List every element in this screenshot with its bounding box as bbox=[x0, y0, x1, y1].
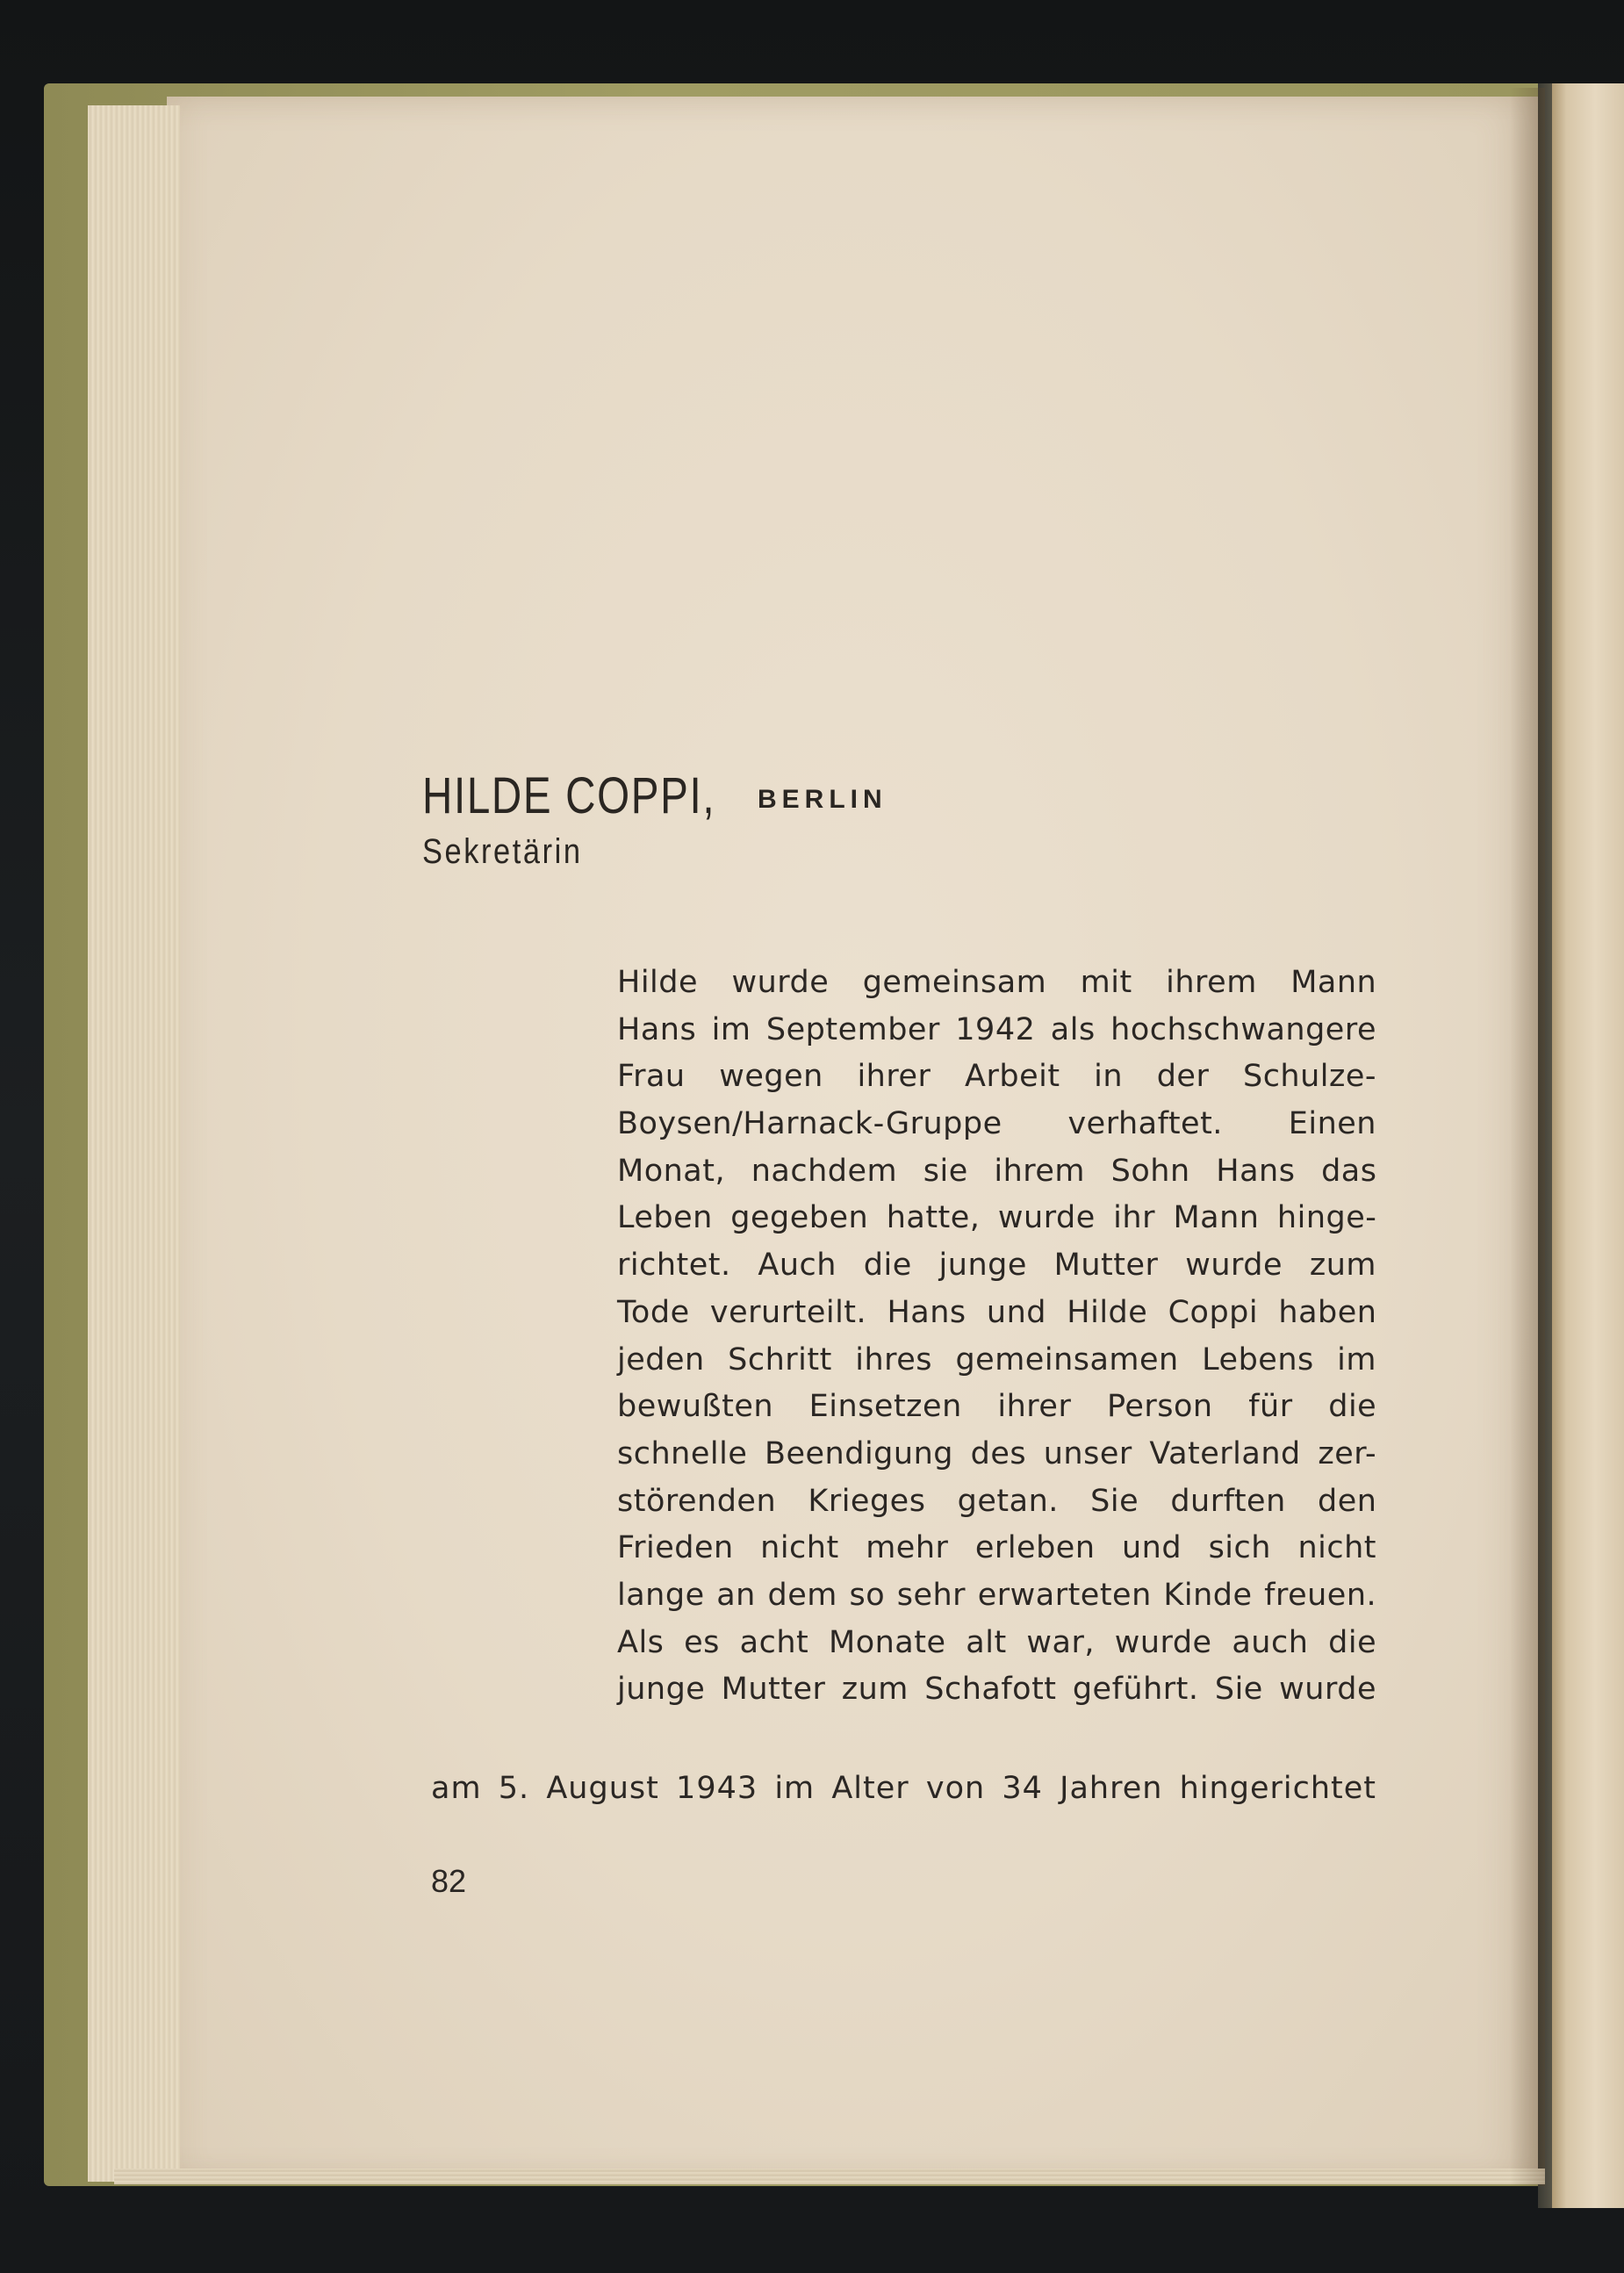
page-stack-bottom bbox=[114, 2169, 1545, 2184]
person-city: BERLIN bbox=[758, 785, 887, 814]
body-line: Boysen/Harnack-Gruppe verhaftet. Einen bbox=[617, 1106, 1376, 1142]
page-number: 82 bbox=[431, 1863, 467, 1899]
body-line: Hans im September 1942 als hochschwangere bbox=[617, 1011, 1376, 1047]
page-stack-edges bbox=[88, 105, 180, 2182]
final-line: am 5. August 1943 im Alter von 34 Jahren hingerichtet bbox=[431, 1771, 1376, 1806]
body-line: Monat, nachdem sie ihrem Sohn Hans das bbox=[617, 1153, 1377, 1189]
body-line: Frau wegen ihrer Arbeit in der Schulze- bbox=[617, 1059, 1377, 1095]
body-line: junge Mutter zum Schafott geführt. Sie wurde bbox=[617, 1672, 1376, 1708]
biography-paragraph bbox=[617, 960, 1376, 1714]
body-line: Frieden nicht mehr erleben und sich nicht bbox=[617, 1530, 1376, 1566]
body-line: Tode verurteilt. Hans und Hilde Coppi haben bbox=[617, 1294, 1377, 1330]
body-line: richtet. Auch die junge Mutter wurde zum bbox=[617, 1248, 1376, 1284]
person-profession: Sekretärin bbox=[422, 832, 583, 871]
body-line: bewußten Einsetzen ihrer Person für die bbox=[617, 1389, 1377, 1425]
person-name: HILDE COPPI, bbox=[422, 767, 716, 824]
body-line: jeden Schritt ihres gemeinsamen Lebens im bbox=[617, 1342, 1376, 1377]
body-line: Hilde wurde gemeinsam mit ihrem Mann bbox=[617, 965, 1377, 1000]
gutter-shadow bbox=[1510, 88, 1545, 2186]
body-line: störenden Krieges getan. Sie durften den bbox=[617, 1483, 1377, 1519]
person-heading bbox=[422, 767, 887, 824]
body-line: Leben gegeben hatte, wurde ihr Mann hinge- bbox=[617, 1200, 1377, 1236]
body-line: schnelle Beendigung des unser Vaterland zer- bbox=[617, 1435, 1377, 1471]
body-line: lange an dem so sehr erwarteten Kinde freuen. bbox=[617, 1577, 1377, 1613]
facing-page-edge bbox=[1552, 83, 1624, 2208]
body-line: Als es acht Monate alt war, wurde auch die bbox=[617, 1624, 1377, 1660]
